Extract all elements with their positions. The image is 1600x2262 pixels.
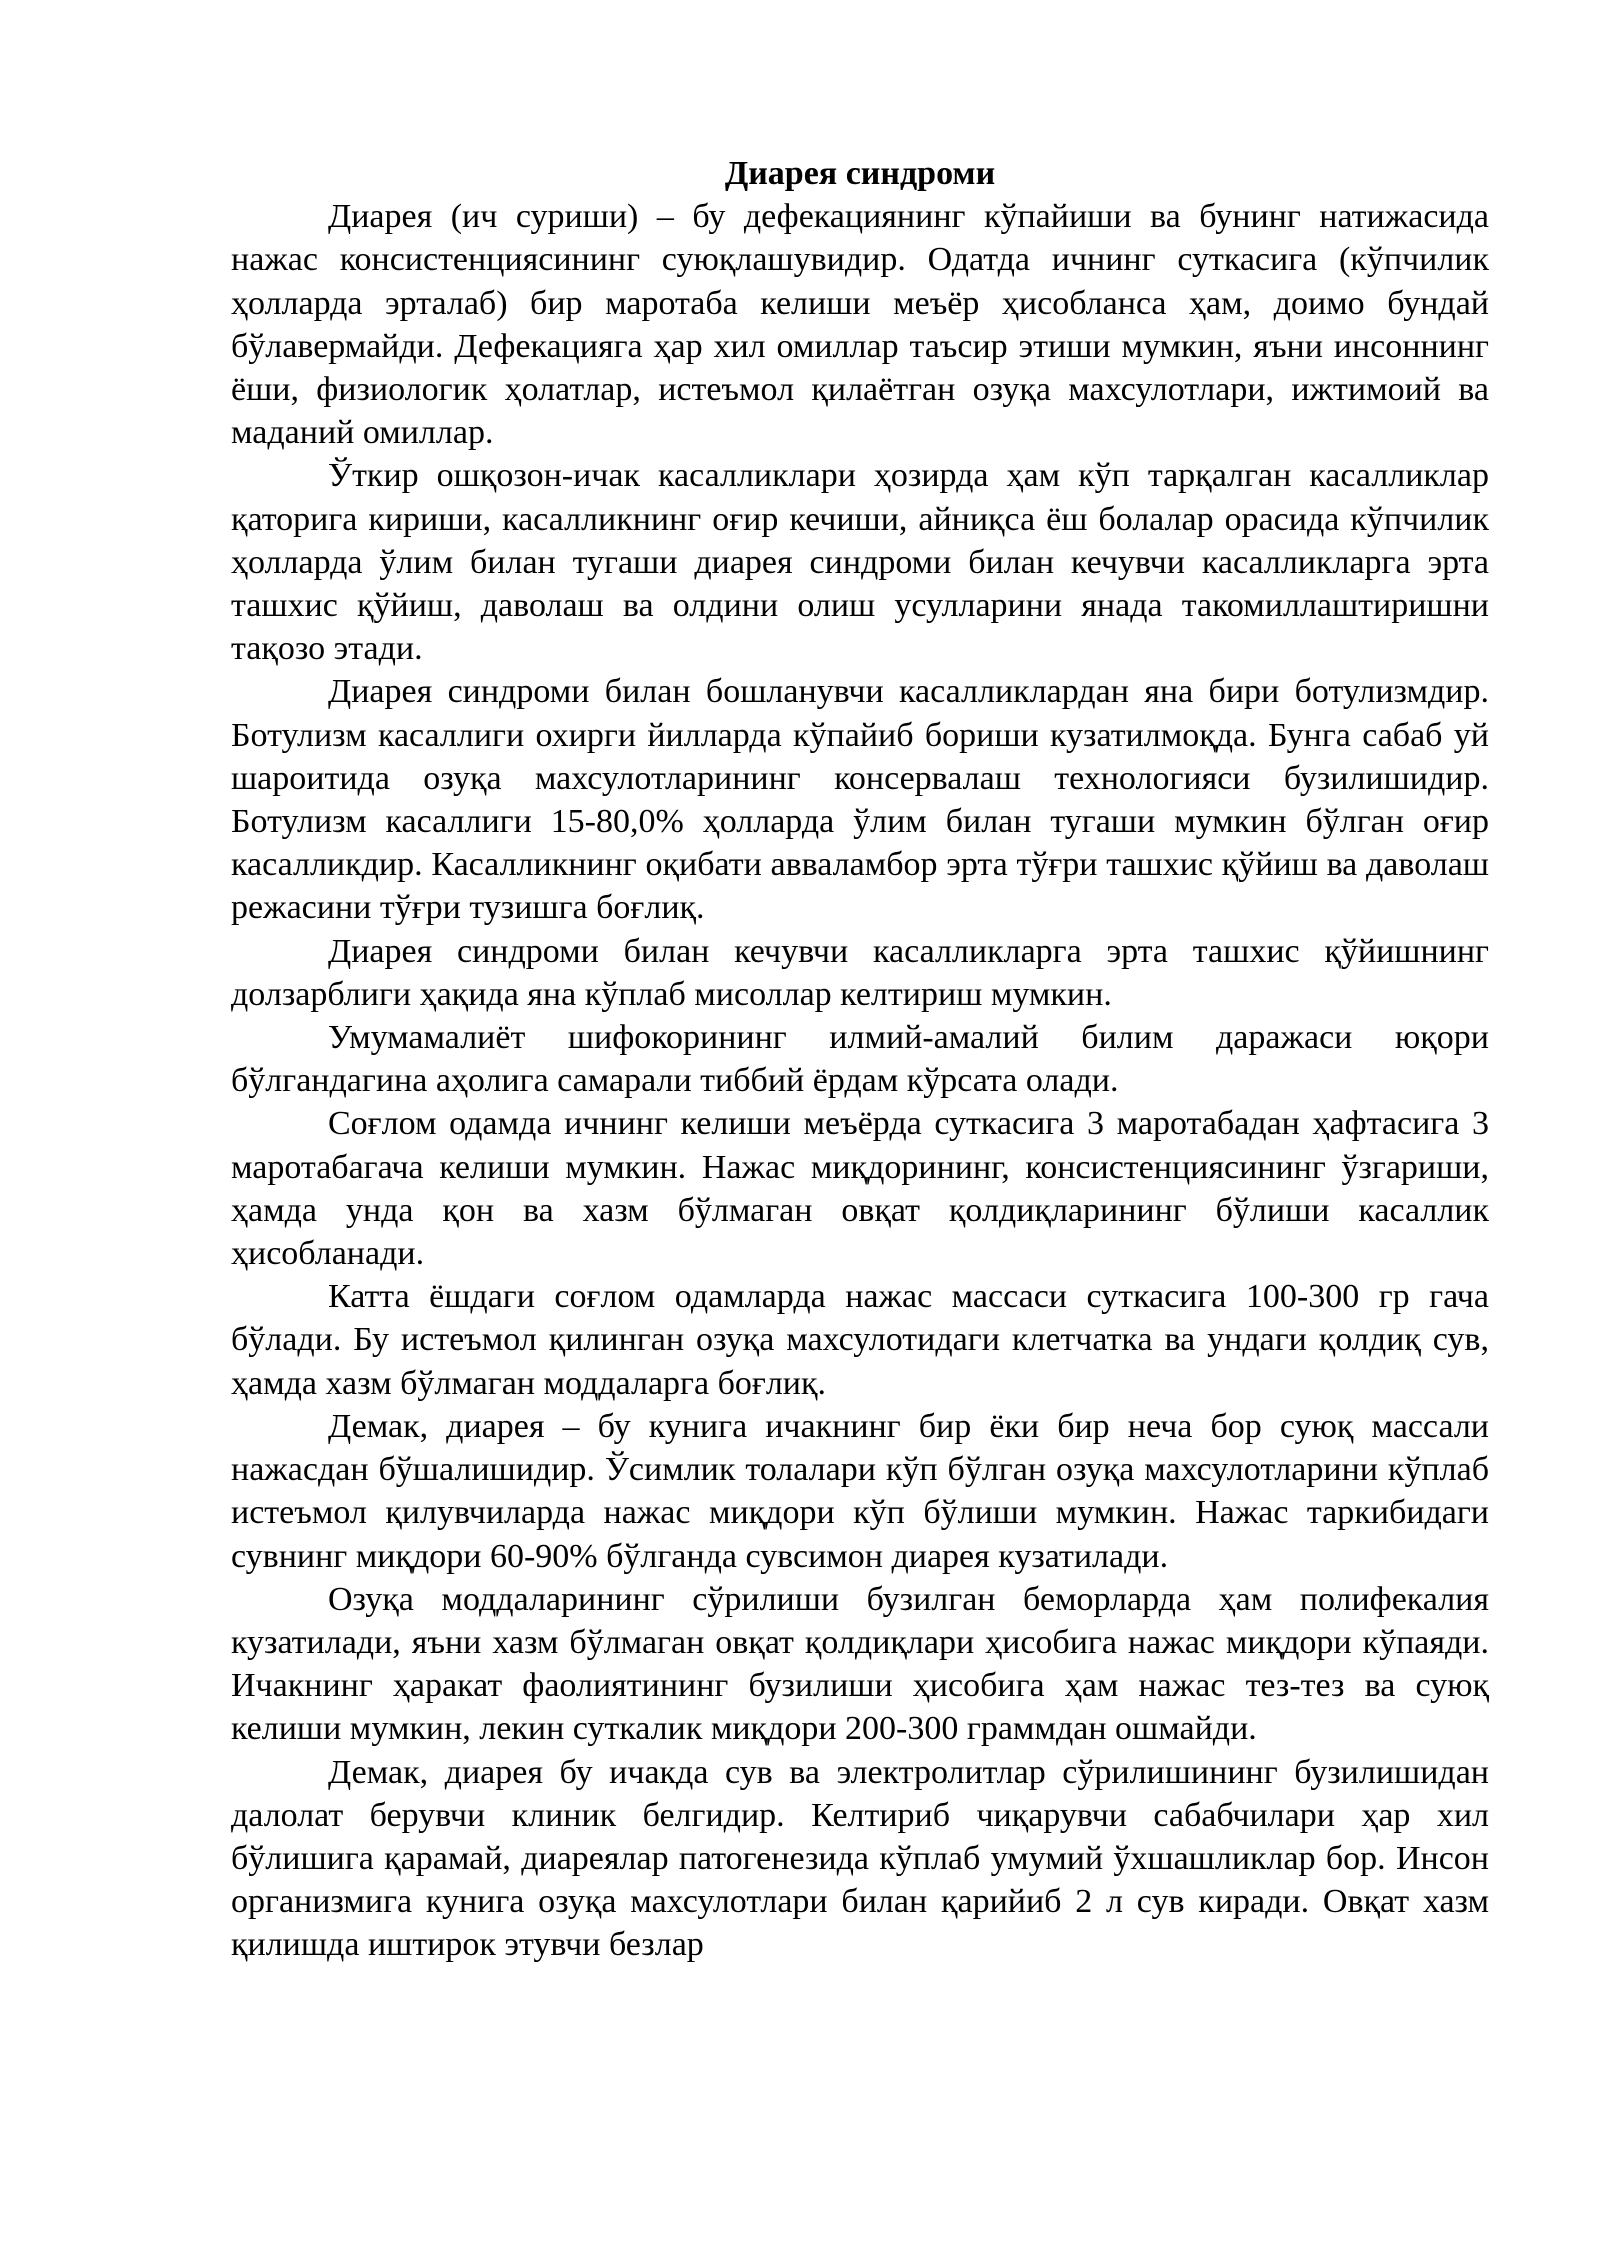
- paragraph-1: Диарея (ич суриши) – бу дефекациянинг кўпайиши ва бунинг натижасида нажас консистенциясининг суюқлашувидир. Одатда ичнинг суткасига (кўпчилик ҳолларда эрталаб) бир маротаба келиши меъёр ҳисобланса ҳам, доимо бундай бўлавермайди. Дефекацияга ҳар хил омиллар таъсир этиши мумкин, яъни инсоннинг ёши, физиологик ҳолатлар, истеъмол қилаётган озуқа махсулотлари, ижтимоий ва маданий омиллар.: [231, 198, 1489, 452]
- paragraph-5: Умумамалиёт шифокорининг илмий-амалий билим даражаси юқори бўлгандагина аҳолига самарали тиббий ёрдам кўрсата олади.: [231, 1019, 1489, 1100]
- paragraph-4: Диарея синдроми билан кечувчи касалликларга эрта ташхис қўйишнинг долзарблиги ҳақида яна кўплаб мисоллар келтириш мумкин.: [231, 932, 1489, 1013]
- paragraph-2: Ўткир ошқозон-ичак касалликлари ҳозирда ҳам кўп тарқалган касалликлар қаторига кириши, касалликнинг оғир кечиши, айниқса ёш болалар орасида кўпчилик ҳолларда ўлим билан тугаши диарея синдроми билан кечувчи касалликларга эрта ташхис қўйиш, даволаш ва олдини олиш усулларини янада такомиллаштиришни тақозо этади.: [231, 457, 1489, 668]
- document-title: Диарея синдроми: [724, 155, 996, 192]
- paragraph-6: Соғлом одамда ичнинг келиши меъёрда суткасига 3 маротабадан ҳафтасига 3 маротабагача келиши мумкин. Нажас миқдорининг, консистенциясининг ўзгариши, ҳамда унда қон ва хазм бўлмаган овқат қолдиқларининг бўлиши касаллик ҳисобланади.: [231, 1105, 1489, 1273]
- paragraph-9: Озуқа моддаларининг сўрилиши бузилган беморларда ҳам полифекалия кузатилади, яъни хазм бўлмаган овқат қолдиқлари ҳисобига нажас миқдори кўпаяди. Ичакнинг ҳаракат фаолиятининг бузилиши ҳисобига ҳам нажас тез-тез ва суюқ келиши мумкин, лекин суткалик миқдори 200-300 граммдан ошмайди.: [231, 1580, 1489, 1748]
- paragraph-10: Демак, диарея бу ичакда сув ва электролитлар сўрилишининг бузилишидан далолат берувчи клиник белгидир. Келтириб чиқарувчи сабабчилари ҳар хил бўлишига қарамай, диареялар патогенезида кўплаб умумий ўхшашликлар бор. Инсон организмига кунига озуқа махсулотлари билан қарийиб 2 л сув киради. Овқат хазм қилишда иштирок этувчи безлар: [231, 1753, 1489, 1964]
- paragraph-3: Диарея синдроми билан бошланувчи касалликлардан яна бири ботулизмдир. Ботулизм касаллиги охирги йилларда кўпайиб бориши кузатилмоқда. Бунга сабаб уй шароитида озуқа махсулотларининг консервалаш технологияси бузилишидир. Ботулизм касаллиги 15-80,0% ҳолларда ўлим билан тугаши мумкин бўлган оғир касалликдир. Касалликнинг оқибати авваламбор эрта тўғри ташхис қўйиш ва даволаш режасини тўғри тузишга боғлиқ.: [231, 673, 1489, 927]
- paragraph-7: Катта ёшдаги соғлом одамларда нажас массаси суткасига 100-300 гр гача бўлади. Бу истеъмол қилинган озуқа махсулотидаги клетчатка ва ундаги қолдиқ сув, ҳамда хазм бўлмаган моддаларга боғлиқ.: [231, 1278, 1489, 1402]
- document-body: [231, 152, 1489, 1967]
- paragraph-8: Демак, диарея – бу кунига ичакнинг бир ёки бир неча бор суюқ массали нажасдан бўшалишидир. Ўсимлик толалари кўп бўлган озуқа махсулотларини кўплаб истеъмол қилувчиларда нажас миқдори кўп бўлиши мумкин. Нажас таркибидаги сувнинг миқдори 60-90% бўлганда сувсимон диарея кузатилади.: [231, 1407, 1489, 1575]
